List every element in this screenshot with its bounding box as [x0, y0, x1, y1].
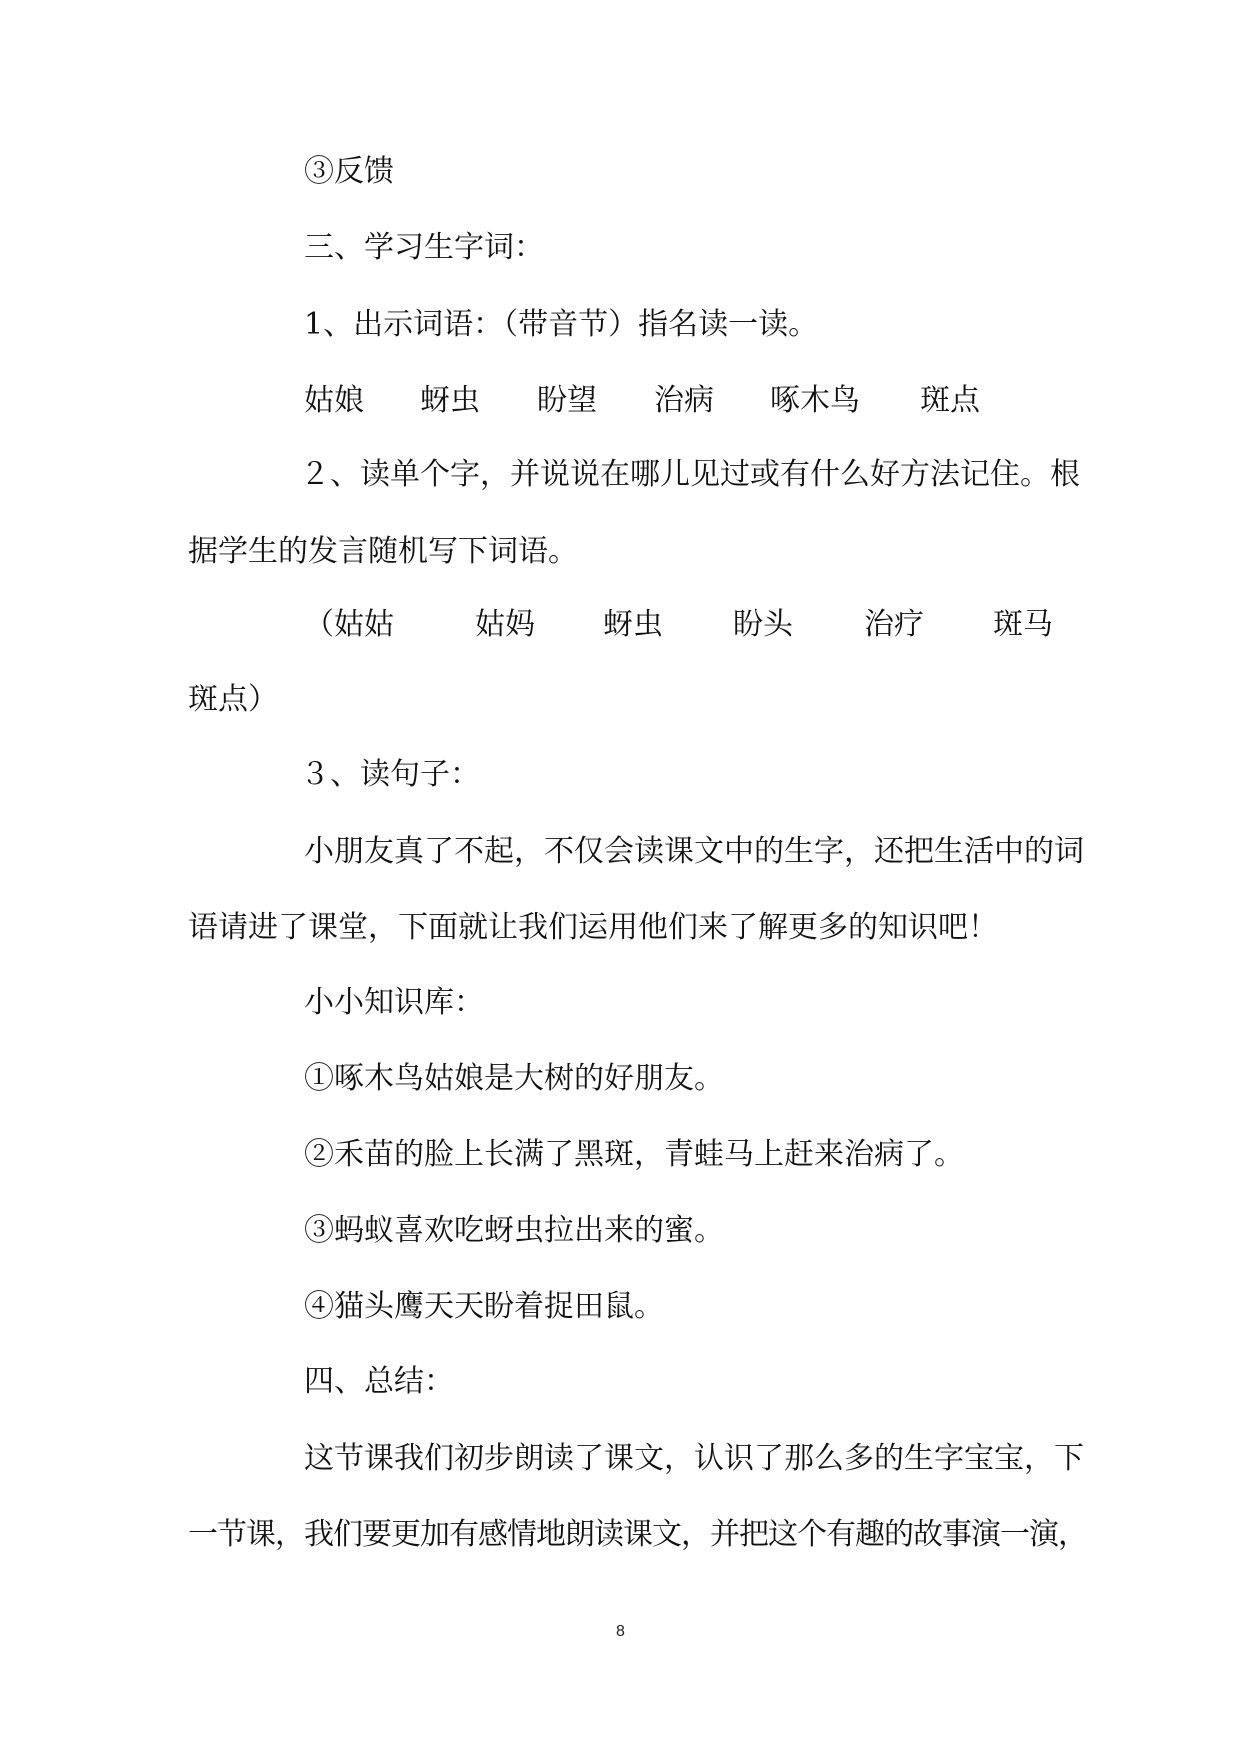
- section-heading-summary: 四、总结：: [304, 1364, 454, 1399]
- page-number: 8: [616, 1623, 625, 1640]
- text-line-vocab-cont: 斑点）: [188, 682, 278, 717]
- text-line-read-chars-cont: 据学生的发言随机写下词语。: [188, 534, 578, 569]
- vocab-word: 蚜虫: [420, 383, 480, 418]
- text-line-summary: 这节课我们初步朗读了课文，认识了那么多的生字宝宝，下: [304, 1441, 1084, 1476]
- vocab-word: 盼望: [537, 383, 597, 418]
- vocab-word: 治疗: [864, 607, 924, 642]
- vocab-word: 蚜虫: [603, 607, 663, 642]
- text-line-feedback: ③反馈: [304, 154, 394, 189]
- text-line-read-chars: ２、读单个字，并说说在哪儿见过或有什么好方法记住。根: [300, 457, 1080, 492]
- text-line-knowledge: 小小知识库：: [304, 985, 484, 1020]
- vocab-word: 斑马: [993, 607, 1053, 642]
- text-line-show-words: 1、出示词语：（带音节）指名读一读。: [304, 307, 819, 342]
- vocab-word: （姑姑: [304, 607, 394, 642]
- vocab-word: 盼头: [733, 607, 793, 642]
- text-line-read-sentences: ３、读句子：: [300, 757, 480, 792]
- list-item: ①啄木鸟姑娘是大树的好朋友。: [304, 1061, 724, 1096]
- text-line-praise: 小朋友真了不起，不仅会读课文中的生字，还把生活中的词: [304, 834, 1084, 869]
- vocab-word: 姑妈: [475, 607, 535, 642]
- vocab-word: 斑点: [920, 383, 980, 418]
- list-item: ④猫头鹰天天盼着捉田鼠。: [304, 1289, 664, 1324]
- text-line-summary-cont: 一节课，我们要更加有感情地朗读课文，并把这个有趣的故事演一演，: [188, 1517, 1087, 1552]
- vocab-word: 啄木鸟: [770, 383, 860, 418]
- vocab-word: 姑娘: [304, 383, 364, 418]
- vocab-word: 治病: [654, 383, 714, 418]
- list-item: ③蚂蚁喜欢吃蚜虫拉出来的蜜。: [304, 1213, 724, 1248]
- list-item: ②禾苗的脸上长满了黑斑，青蛙马上赶来治病了。: [304, 1137, 964, 1172]
- text-line-praise-cont: 语请进了课堂，下面就让我们运用他们来了解更多的知识吧！: [188, 910, 998, 945]
- section-heading-learn-words: 三、学习生字词：: [304, 230, 544, 265]
